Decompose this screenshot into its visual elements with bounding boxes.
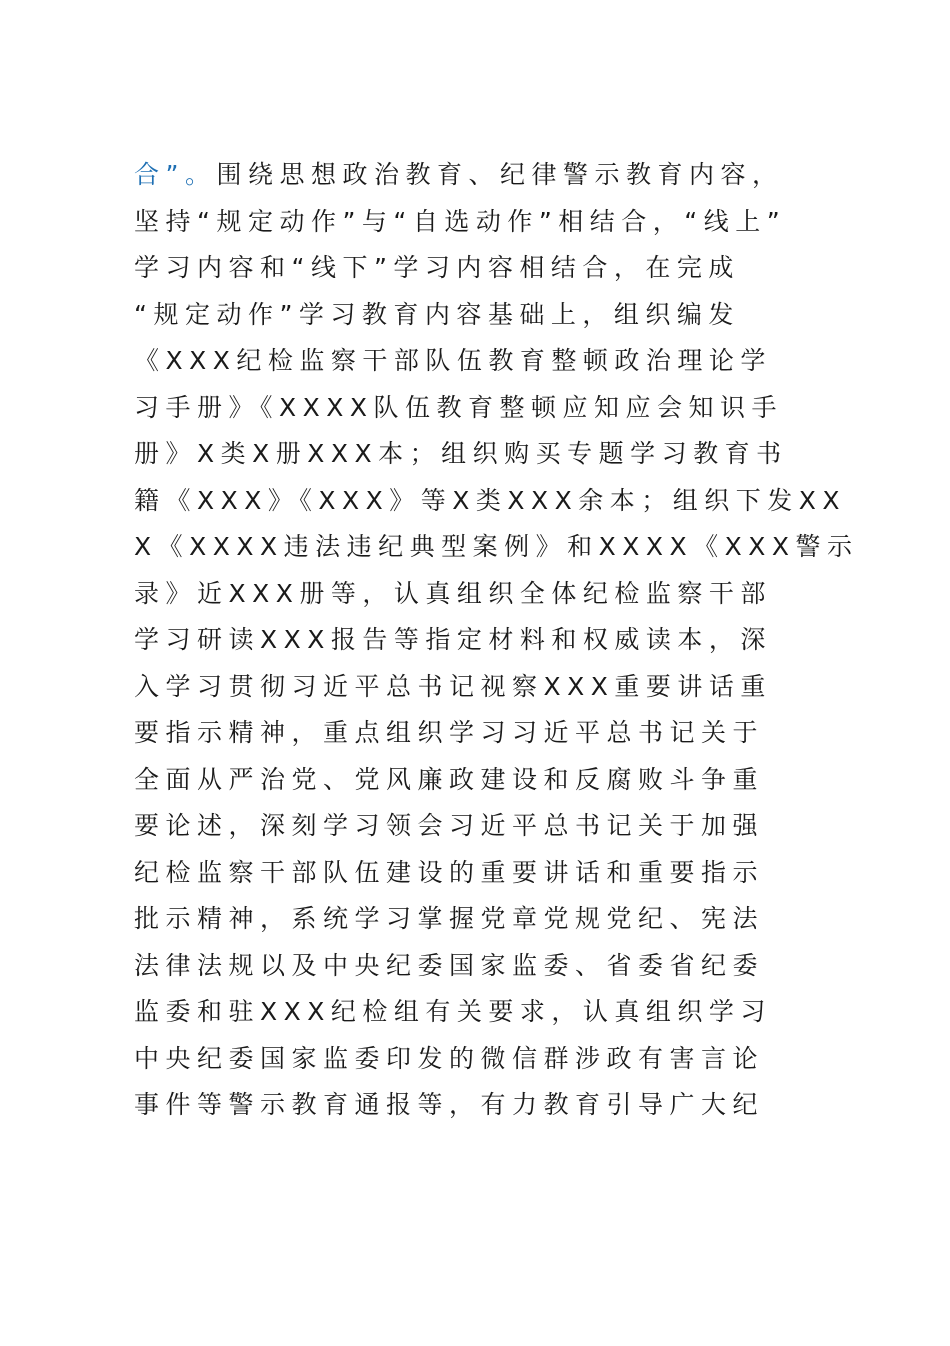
text-line: 监委和驻XXX纪检组有关要求，认真组织学习 (134, 997, 772, 1026)
highlighted-lead-text: 合”。 (134, 160, 217, 189)
text-line: 要论述，深刻学习领会习近平总书记关于加强 (134, 811, 765, 840)
body-paragraph (134, 152, 859, 1129)
text-line: 籍《XXX》《XXX》等X类XXX余本；组织下发XX (134, 485, 847, 515)
text-line: 《XXX纪检监察干部队伍教育整顿政治理论学 (134, 346, 772, 375)
text-line: 全面从严治党、党风廉政建设和反腐败斗争重 (134, 764, 765, 794)
text-line: 要指示精神，重点组织学习习近平总书记关于 (134, 718, 765, 747)
text-line: 坚持“规定动作”与“自选动作”相结合，“线上” (134, 206, 787, 236)
text-line (134, 152, 854, 199)
text-line-content: 围绕思想政治教育、纪律警示教育内容， (216, 160, 784, 189)
text-line: 学习内容和“线下”学习内容相结合，在完成 (134, 253, 740, 282)
text-line: 册》X类X册XXX本；组织购买专题学习教育书 (134, 439, 788, 468)
text-line: 习手册》《XXXX队伍教育整顿应知应会知识手 (134, 392, 784, 422)
text-line: 批示精神，系统学习掌握党章党规党纪、宪法 (134, 904, 765, 933)
text-line: X《XXXX违法违纪典型案例》和XXXX《XXX警示 (134, 532, 859, 561)
text-line: 法律法规以及中央纪委国家监委、省委省纪委 (134, 950, 765, 980)
text-line: 纪检监察干部队伍建设的重要讲话和重要指示 (134, 857, 765, 887)
text-line: 入学习贯彻习近平总书记视察XXX重要讲话重 (134, 671, 772, 701)
text-line: 事件等警示教育通报等，有力教育引导广大纪 (134, 1090, 765, 1119)
text-line: 中央纪委国家监委印发的微信群涉政有害言论 (134, 1043, 765, 1073)
text-line: 学习研读XXX报告等指定材料和权威读本，深 (134, 625, 772, 654)
text-line: 录》近XXX册等，认真组织全体纪检监察干部 (134, 578, 772, 608)
text-line: “规定动作”学习教育内容基础上，组织编发 (134, 299, 740, 329)
